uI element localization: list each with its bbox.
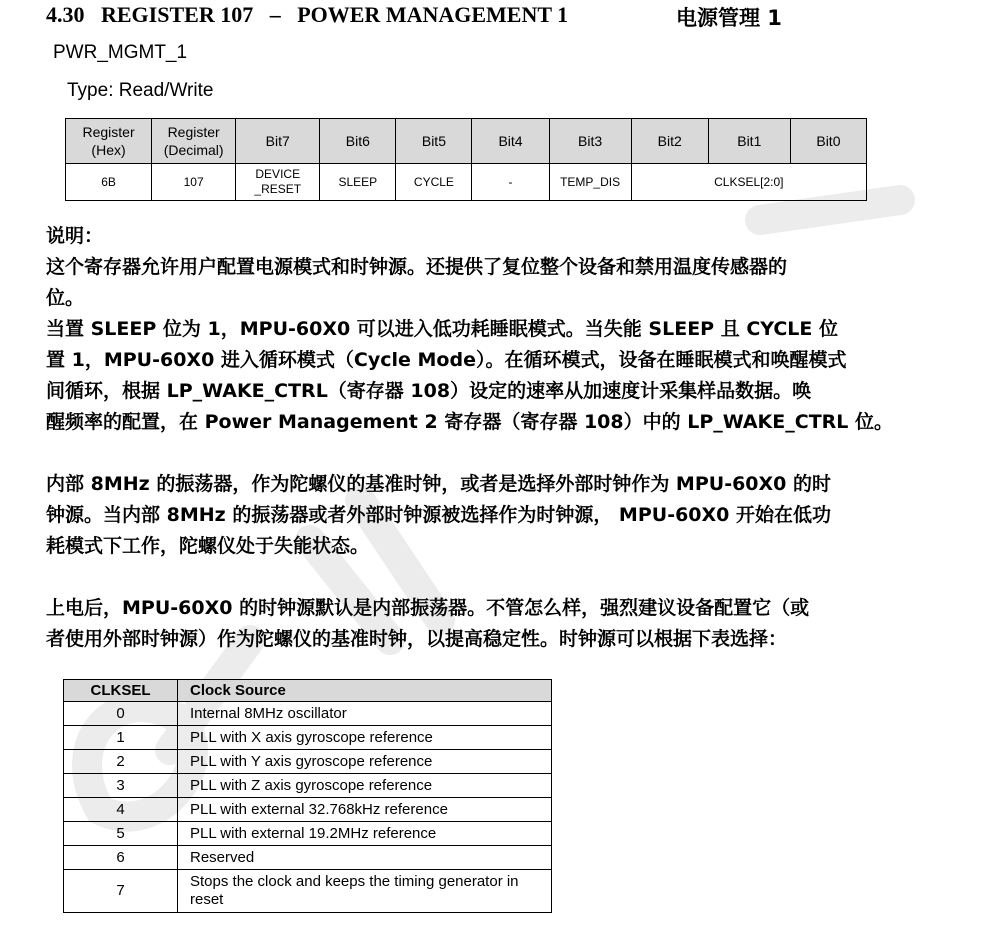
header-clksel: CLKSEL bbox=[64, 680, 178, 702]
table-row bbox=[64, 846, 552, 870]
clksel-value: 2 bbox=[64, 750, 178, 774]
clock-source: PLL with external 19.2MHz reference bbox=[178, 822, 552, 846]
clksel-header-row bbox=[64, 680, 552, 702]
header-clock-source: Clock Source bbox=[178, 680, 552, 702]
clksel-value: 0 bbox=[64, 702, 178, 726]
clksel-table bbox=[63, 679, 552, 913]
clock-source: PLL with Z axis gyroscope reference bbox=[178, 774, 552, 798]
clksel-value: 5 bbox=[64, 822, 178, 846]
paragraph-line: 位。 bbox=[46, 287, 85, 309]
paragraph-line: 置 1，MPU-60X0 进入循环模式（Cycle Mode）。在循环模式，设备在睡眠模式和唤醒模式 bbox=[46, 349, 847, 371]
register-bit-table bbox=[65, 118, 867, 201]
header-register-hex: Register (Hex) bbox=[66, 119, 152, 164]
table-row bbox=[64, 702, 552, 726]
description-label: 说明： bbox=[46, 225, 104, 247]
paragraph-spacer bbox=[46, 562, 906, 593]
table-row bbox=[64, 750, 552, 774]
paragraph-line: 内部 8MHz 的振荡器，作为陀螺仪的基准时钟，或者是选择外部时钟作为 MPU-60X0 的时 bbox=[46, 473, 832, 495]
clksel-value: 1 bbox=[64, 726, 178, 750]
cell-bit2-0: CLKSEL[2:0] bbox=[631, 164, 866, 201]
paragraph-line: 上电后，MPU-60X0 的时钟源默认是内部振荡器。不管怎么样，强烈建议设备配置它（或 bbox=[46, 597, 810, 619]
paragraph-line: 当置 SLEEP 位为 1，MPU-60X0 可以进入低功耗睡眠模式。当失能 SLEEP 且 CYCLE 位 bbox=[46, 318, 838, 340]
cell-bit5: CYCLE bbox=[396, 164, 472, 201]
clksel-value: 4 bbox=[64, 798, 178, 822]
clock-source: Internal 8MHz oscillator bbox=[178, 702, 552, 726]
clock-source: Reserved bbox=[178, 846, 552, 870]
section-heading bbox=[46, 2, 782, 32]
cell-bit3: TEMP_DIS bbox=[549, 164, 631, 201]
paragraph-line: 间循环，根据 LP_WAKE_CTRL（寄存器 108）设定的速率从加速度计采集样品数据。唤 bbox=[46, 380, 812, 402]
clock-source: Stops the clock and keeps the timing generator in reset bbox=[178, 870, 552, 913]
cell-bit6: SLEEP bbox=[320, 164, 396, 201]
table-row bbox=[64, 798, 552, 822]
clock-source: PLL with X axis gyroscope reference bbox=[178, 726, 552, 750]
paragraph-line: 钟源。当内部 8MHz 的振荡器或者外部时钟源被选择作为时钟源， MPU-60X0 开始在低功 bbox=[46, 504, 832, 526]
clksel-value: 7 bbox=[64, 870, 178, 913]
table-row bbox=[64, 726, 552, 750]
cell-decimal: 107 bbox=[152, 164, 236, 201]
table-row bbox=[64, 774, 552, 798]
header-bit6: Bit6 bbox=[320, 119, 396, 164]
cell-bit4: - bbox=[472, 164, 549, 201]
header-register-decimal: Register (Decimal) bbox=[152, 119, 236, 164]
table-row bbox=[64, 822, 552, 846]
paragraph-line: 醒频率的配置，在 Power Management 2 寄存器（寄存器 108）中的 LP_WAKE_CTRL 位。 bbox=[46, 411, 894, 433]
clksel-value: 6 bbox=[64, 846, 178, 870]
header-bit4: Bit4 bbox=[472, 119, 549, 164]
table-row bbox=[64, 870, 552, 913]
header-bit5: Bit5 bbox=[396, 119, 472, 164]
cell-hex: 6B bbox=[66, 164, 152, 201]
header-bit1: Bit1 bbox=[708, 119, 790, 164]
header-bit2: Bit2 bbox=[631, 119, 708, 164]
register-type: Type: Read/Write bbox=[67, 80, 214, 101]
description-block bbox=[46, 221, 906, 655]
paragraph-line: 这个寄存器允许用户配置电源模式和时钟源。还提供了复位整个设备和禁用温度传感器的 bbox=[46, 256, 788, 278]
register-header-row bbox=[66, 119, 867, 164]
heading-title: 4.30 REGISTER 107 – POWER MANAGEMENT 1 bbox=[46, 2, 569, 27]
register-name: PWR_MGMT_1 bbox=[53, 42, 188, 63]
paragraph-spacer bbox=[46, 438, 906, 469]
cell-bit7: DEVICE _RESET bbox=[236, 164, 320, 201]
clock-source: PLL with external 32.768kHz reference bbox=[178, 798, 552, 822]
header-bit7: Bit7 bbox=[236, 119, 320, 164]
clock-source: PLL with Y axis gyroscope reference bbox=[178, 750, 552, 774]
paragraph-line: 耗模式下工作，陀螺仪处于失能状态。 bbox=[46, 535, 370, 557]
header-bit0: Bit0 bbox=[790, 119, 866, 164]
clksel-value: 3 bbox=[64, 774, 178, 798]
paragraph-line: 者使用外部时钟源）作为陀螺仪的基准时钟，以提高稳定性。时钟源可以根据下表选择： bbox=[46, 628, 788, 650]
register-value-row bbox=[66, 164, 867, 201]
heading-title-cn: 电源管理 1 bbox=[676, 6, 782, 30]
header-bit3: Bit3 bbox=[549, 119, 631, 164]
